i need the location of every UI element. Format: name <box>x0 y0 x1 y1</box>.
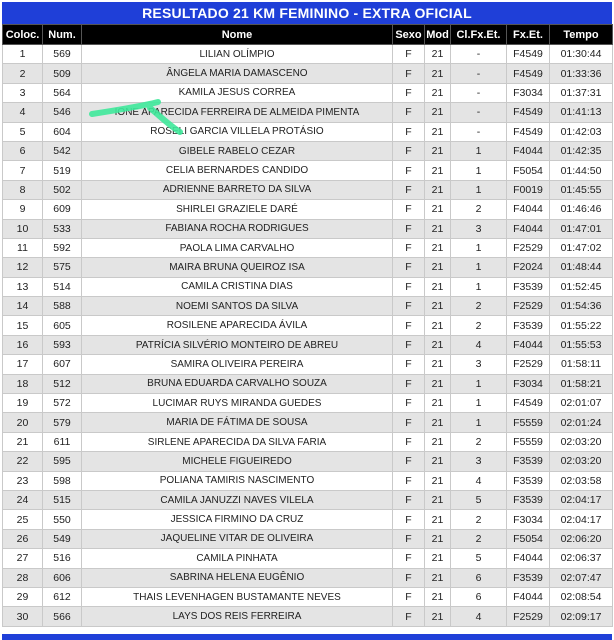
column-header-sexo: Sexo <box>393 25 425 45</box>
bib-number-cell: 564 <box>43 83 82 102</box>
age-group-cell: F3034 <box>507 83 550 102</box>
table-row <box>3 45 613 64</box>
age-group-rank-cell: 1 <box>451 374 507 393</box>
modality-cell: 21 <box>425 141 451 160</box>
column-header-fxet: Fx.Et. <box>507 25 550 45</box>
name-cell: ROSILENE APARECIDA ÁVILA <box>82 316 393 335</box>
name-cell: MARIA DE FÁTIMA DE SOUSA <box>82 413 393 432</box>
age-group-cell: F4549 <box>507 64 550 83</box>
sex-cell: F <box>393 394 425 413</box>
placement-cell: 3 <box>3 83 43 102</box>
time-cell: 01:47:02 <box>550 238 613 257</box>
name-cell: PAOLA LIMA CARVALHO <box>82 238 393 257</box>
name-cell: LILIAN OLÍMPIO <box>82 45 393 64</box>
modality-cell: 21 <box>425 277 451 296</box>
sex-cell: F <box>393 122 425 141</box>
time-cell: 01:55:22 <box>550 316 613 335</box>
sex-cell: F <box>393 471 425 490</box>
bib-number-cell: 606 <box>43 568 82 587</box>
name-cell: JESSICA FIRMINO DA CRUZ <box>82 510 393 529</box>
column-header-tempo: Tempo <box>550 25 613 45</box>
sex-cell: F <box>393 141 425 160</box>
results-table-container <box>2 24 612 627</box>
column-header-clfxet: Cl.Fx.Et. <box>451 25 507 45</box>
modality-cell: 21 <box>425 471 451 490</box>
table-row <box>3 355 613 374</box>
age-group-cell: F3539 <box>507 490 550 509</box>
bib-number-cell: 588 <box>43 297 82 316</box>
sex-cell: F <box>393 374 425 393</box>
bib-number-cell: 605 <box>43 316 82 335</box>
age-group-cell: F5559 <box>507 432 550 451</box>
placement-cell: 14 <box>3 297 43 316</box>
column-header-coloc: Coloc. <box>3 25 43 45</box>
bib-number-cell: 579 <box>43 413 82 432</box>
time-cell: 02:04:17 <box>550 510 613 529</box>
modality-cell: 21 <box>425 83 451 102</box>
sex-cell: F <box>393 432 425 451</box>
bib-number-cell: 607 <box>43 355 82 374</box>
age-group-rank-cell: 5 <box>451 490 507 509</box>
time-cell: 01:33:36 <box>550 64 613 83</box>
time-cell: 01:42:35 <box>550 141 613 160</box>
table-row <box>3 103 613 122</box>
age-group-rank-cell: 3 <box>451 355 507 374</box>
table-row <box>3 510 613 529</box>
time-cell: 01:46:46 <box>550 200 613 219</box>
name-cell: SIRLENE APARECIDA DA SILVA FARIA <box>82 432 393 451</box>
age-group-rank-cell: 1 <box>451 161 507 180</box>
time-cell: 02:04:17 <box>550 490 613 509</box>
table-row <box>3 607 613 626</box>
sex-cell: F <box>393 452 425 471</box>
placement-cell: 4 <box>3 103 43 122</box>
time-cell: 02:06:20 <box>550 529 613 548</box>
modality-cell: 21 <box>425 355 451 374</box>
sex-cell: F <box>393 316 425 335</box>
placement-cell: 26 <box>3 529 43 548</box>
sex-cell: F <box>393 510 425 529</box>
modality-cell: 21 <box>425 258 451 277</box>
placement-cell: 7 <box>3 161 43 180</box>
table-row <box>3 122 613 141</box>
placement-cell: 2 <box>3 64 43 83</box>
table-row <box>3 83 613 102</box>
table-row <box>3 587 613 606</box>
placement-cell: 25 <box>3 510 43 529</box>
placement-cell: 24 <box>3 490 43 509</box>
bib-number-cell: 546 <box>43 103 82 122</box>
table-row <box>3 549 613 568</box>
bib-number-cell: 575 <box>43 258 82 277</box>
modality-cell: 21 <box>425 180 451 199</box>
age-group-rank-cell: 1 <box>451 238 507 257</box>
modality-cell: 21 <box>425 316 451 335</box>
placement-cell: 6 <box>3 141 43 160</box>
bib-number-cell: 609 <box>43 200 82 219</box>
age-group-cell: F3034 <box>507 374 550 393</box>
time-cell: 01:47:01 <box>550 219 613 238</box>
age-group-cell: F4549 <box>507 122 550 141</box>
age-group-rank-cell: 2 <box>451 510 507 529</box>
age-group-rank-cell: 2 <box>451 316 507 335</box>
sex-cell: F <box>393 258 425 277</box>
age-group-rank-cell: 1 <box>451 394 507 413</box>
age-group-cell: F5054 <box>507 529 550 548</box>
sex-cell: F <box>393 568 425 587</box>
age-group-cell: F2024 <box>507 258 550 277</box>
age-group-cell: F4549 <box>507 45 550 64</box>
modality-cell: 21 <box>425 394 451 413</box>
time-cell: 01:45:55 <box>550 180 613 199</box>
age-group-cell: F3539 <box>507 568 550 587</box>
sex-cell: F <box>393 103 425 122</box>
age-group-cell: F4044 <box>507 549 550 568</box>
placement-cell: 19 <box>3 394 43 413</box>
time-cell: 01:42:03 <box>550 122 613 141</box>
table-row <box>3 413 613 432</box>
placement-cell: 30 <box>3 607 43 626</box>
modality-cell: 21 <box>425 161 451 180</box>
sex-cell: F <box>393 297 425 316</box>
sex-cell: F <box>393 219 425 238</box>
age-group-cell: F3539 <box>507 452 550 471</box>
age-group-rank-cell: 3 <box>451 452 507 471</box>
bib-number-cell: 516 <box>43 549 82 568</box>
time-cell: 02:03:20 <box>550 452 613 471</box>
bib-number-cell: 595 <box>43 452 82 471</box>
bib-number-cell: 515 <box>43 490 82 509</box>
placement-cell: 29 <box>3 587 43 606</box>
time-cell: 01:37:31 <box>550 83 613 102</box>
placement-cell: 20 <box>3 413 43 432</box>
name-cell: THAIS LEVENHAGEN BUSTAMANTE NEVES <box>82 587 393 606</box>
age-group-cell: F0019 <box>507 180 550 199</box>
sex-cell: F <box>393 180 425 199</box>
time-cell: 02:09:17 <box>550 607 613 626</box>
age-group-rank-cell: 4 <box>451 335 507 354</box>
name-cell: CAMILA PINHATA <box>82 549 393 568</box>
age-group-rank-cell: - <box>451 103 507 122</box>
bottom-bar <box>2 634 612 640</box>
time-cell: 01:44:50 <box>550 161 613 180</box>
age-group-cell: F3034 <box>507 510 550 529</box>
age-group-cell: F3539 <box>507 471 550 490</box>
placement-cell: 18 <box>3 374 43 393</box>
bib-number-cell: 519 <box>43 161 82 180</box>
placement-cell: 13 <box>3 277 43 296</box>
age-group-cell: F5054 <box>507 161 550 180</box>
table-row <box>3 277 613 296</box>
age-group-rank-cell: 3 <box>451 219 507 238</box>
age-group-rank-cell: 1 <box>451 258 507 277</box>
name-cell: SAMIRA OLIVEIRA PEREIRA <box>82 355 393 374</box>
table-row <box>3 64 613 83</box>
age-group-cell: F4549 <box>507 394 550 413</box>
modality-cell: 21 <box>425 374 451 393</box>
age-group-rank-cell: 2 <box>451 200 507 219</box>
sex-cell: F <box>393 549 425 568</box>
name-cell: FABIANA ROCHA RODRIGUES <box>82 219 393 238</box>
time-cell: 01:58:21 <box>550 374 613 393</box>
age-group-cell: F4549 <box>507 103 550 122</box>
name-cell: LUCIMAR RUYS MIRANDA GUEDES <box>82 394 393 413</box>
sex-cell: F <box>393 413 425 432</box>
age-group-cell: F2529 <box>507 238 550 257</box>
age-group-rank-cell: 4 <box>451 471 507 490</box>
age-group-rank-cell: - <box>451 45 507 64</box>
column-header-row <box>3 25 613 45</box>
modality-cell: 21 <box>425 200 451 219</box>
placement-cell: 27 <box>3 549 43 568</box>
results-table <box>2 24 613 627</box>
modality-cell: 21 <box>425 335 451 354</box>
age-group-rank-cell: 5 <box>451 549 507 568</box>
bib-number-cell: 502 <box>43 180 82 199</box>
column-header-num: Num. <box>43 25 82 45</box>
time-cell: 02:07:47 <box>550 568 613 587</box>
name-cell: POLIANA TAMIRIS NASCIMENTO <box>82 471 393 490</box>
bib-number-cell: 572 <box>43 394 82 413</box>
placement-cell: 1 <box>3 45 43 64</box>
age-group-cell: F4044 <box>507 200 550 219</box>
name-cell: SHIRLEI GRAZIELE DARÉ <box>82 200 393 219</box>
bib-number-cell: 533 <box>43 219 82 238</box>
sex-cell: F <box>393 355 425 374</box>
time-cell: 02:03:58 <box>550 471 613 490</box>
modality-cell: 21 <box>425 413 451 432</box>
name-cell: MICHELE FIGUEIREDO <box>82 452 393 471</box>
bib-number-cell: 611 <box>43 432 82 451</box>
table-row <box>3 238 613 257</box>
table-row <box>3 335 613 354</box>
table-row <box>3 297 613 316</box>
name-cell: LAYS DOS REIS FERREIRA <box>82 607 393 626</box>
modality-cell: 21 <box>425 607 451 626</box>
sex-cell: F <box>393 335 425 354</box>
age-group-rank-cell: 2 <box>451 297 507 316</box>
modality-cell: 21 <box>425 297 451 316</box>
table-row <box>3 471 613 490</box>
age-group-cell: F4044 <box>507 587 550 606</box>
modality-cell: 21 <box>425 122 451 141</box>
bib-number-cell: 604 <box>43 122 82 141</box>
placement-cell: 9 <box>3 200 43 219</box>
name-cell: JAQUELINE VITAR DE OLIVEIRA <box>82 529 393 548</box>
age-group-cell: F2529 <box>507 297 550 316</box>
age-group-cell: F2529 <box>507 355 550 374</box>
bib-number-cell: 514 <box>43 277 82 296</box>
modality-cell: 21 <box>425 45 451 64</box>
modality-cell: 21 <box>425 568 451 587</box>
modality-cell: 21 <box>425 432 451 451</box>
time-cell: 01:30:44 <box>550 45 613 64</box>
sex-cell: F <box>393 529 425 548</box>
table-row <box>3 180 613 199</box>
time-cell: 01:54:36 <box>550 297 613 316</box>
modality-cell: 21 <box>425 103 451 122</box>
table-row <box>3 529 613 548</box>
bib-number-cell: 509 <box>43 64 82 83</box>
table-row <box>3 568 613 587</box>
bib-number-cell: 549 <box>43 529 82 548</box>
column-header-mod: Mod <box>425 25 451 45</box>
time-cell: 02:06:37 <box>550 549 613 568</box>
name-cell: ADRIENNE BARRETO DA SILVA <box>82 180 393 199</box>
modality-cell: 21 <box>425 529 451 548</box>
age-group-rank-cell: 6 <box>451 568 507 587</box>
sex-cell: F <box>393 161 425 180</box>
table-row <box>3 452 613 471</box>
placement-cell: 23 <box>3 471 43 490</box>
sex-cell: F <box>393 587 425 606</box>
placement-cell: 21 <box>3 432 43 451</box>
sex-cell: F <box>393 277 425 296</box>
age-group-cell: F4044 <box>507 335 550 354</box>
placement-cell: 5 <box>3 122 43 141</box>
modality-cell: 21 <box>425 64 451 83</box>
name-cell: KAMILA JESUS CORREA <box>82 83 393 102</box>
placement-cell: 8 <box>3 180 43 199</box>
name-cell: GIBELE RABELO CEZAR <box>82 141 393 160</box>
bib-number-cell: 592 <box>43 238 82 257</box>
sex-cell: F <box>393 64 425 83</box>
table-row <box>3 161 613 180</box>
results-rows <box>3 45 613 627</box>
age-group-cell: F4044 <box>507 141 550 160</box>
table-row <box>3 394 613 413</box>
age-group-rank-cell: - <box>451 64 507 83</box>
time-cell: 01:48:44 <box>550 258 613 277</box>
sex-cell: F <box>393 200 425 219</box>
age-group-rank-cell: 1 <box>451 141 507 160</box>
column-header-nome: Nome <box>82 25 393 45</box>
placement-cell: 10 <box>3 219 43 238</box>
table-row <box>3 432 613 451</box>
name-cell: SABRINA HELENA EUGÊNIO <box>82 568 393 587</box>
age-group-rank-cell: 4 <box>451 607 507 626</box>
placement-cell: 16 <box>3 335 43 354</box>
name-cell: ROSELI GARCIA VILLELA PROTÁSIO <box>82 122 393 141</box>
placement-cell: 17 <box>3 355 43 374</box>
age-group-rank-cell: - <box>451 122 507 141</box>
name-cell: MAIRA BRUNA QUEIROZ ISA <box>82 258 393 277</box>
modality-cell: 21 <box>425 510 451 529</box>
name-cell: CAMILA JANUZZI NAVES VILELA <box>82 490 393 509</box>
placement-cell: 15 <box>3 316 43 335</box>
modality-cell: 21 <box>425 549 451 568</box>
sex-cell: F <box>393 45 425 64</box>
results-title: RESULTADO 21 KM FEMININO - EXTRA OFICIAL <box>2 2 612 24</box>
placement-cell: 11 <box>3 238 43 257</box>
time-cell: 02:08:54 <box>550 587 613 606</box>
sex-cell: F <box>393 490 425 509</box>
modality-cell: 21 <box>425 238 451 257</box>
age-group-cell: F4044 <box>507 219 550 238</box>
modality-cell: 21 <box>425 587 451 606</box>
age-group-rank-cell: - <box>451 83 507 102</box>
time-cell: 02:01:24 <box>550 413 613 432</box>
time-cell: 01:52:45 <box>550 277 613 296</box>
placement-cell: 22 <box>3 452 43 471</box>
bib-number-cell: 598 <box>43 471 82 490</box>
age-group-rank-cell: 1 <box>451 413 507 432</box>
name-cell: NOEMI SANTOS DA SILVA <box>82 297 393 316</box>
placement-cell: 28 <box>3 568 43 587</box>
sex-cell: F <box>393 238 425 257</box>
age-group-rank-cell: 1 <box>451 277 507 296</box>
bib-number-cell: 569 <box>43 45 82 64</box>
placement-cell: 12 <box>3 258 43 277</box>
age-group-cell: F2529 <box>507 607 550 626</box>
modality-cell: 21 <box>425 219 451 238</box>
age-group-cell: F3539 <box>507 277 550 296</box>
age-group-rank-cell: 2 <box>451 529 507 548</box>
age-group-rank-cell: 2 <box>451 432 507 451</box>
bib-number-cell: 593 <box>43 335 82 354</box>
time-cell: 01:58:11 <box>550 355 613 374</box>
bib-number-cell: 612 <box>43 587 82 606</box>
bib-number-cell: 542 <box>43 141 82 160</box>
time-cell: 02:03:20 <box>550 432 613 451</box>
table-row <box>3 316 613 335</box>
age-group-rank-cell: 6 <box>451 587 507 606</box>
name-cell: PATRÍCIA SILVÉRIO MONTEIRO DE ABREU <box>82 335 393 354</box>
sex-cell: F <box>393 83 425 102</box>
name-cell: ÂNGELA MARIA DAMASCENO <box>82 64 393 83</box>
table-row <box>3 258 613 277</box>
name-cell: CAMILA CRISTINA DIAS <box>82 277 393 296</box>
modality-cell: 21 <box>425 452 451 471</box>
name-cell: CELIA BERNARDES CANDIDO <box>82 161 393 180</box>
bib-number-cell: 550 <box>43 510 82 529</box>
sex-cell: F <box>393 607 425 626</box>
table-row <box>3 219 613 238</box>
table-row <box>3 141 613 160</box>
time-cell: 02:01:07 <box>550 394 613 413</box>
table-row <box>3 200 613 219</box>
time-cell: 01:55:53 <box>550 335 613 354</box>
table-row <box>3 490 613 509</box>
bib-number-cell: 566 <box>43 607 82 626</box>
time-cell: 01:41:13 <box>550 103 613 122</box>
age-group-cell: F3539 <box>507 316 550 335</box>
age-group-rank-cell: 1 <box>451 180 507 199</box>
name-cell: IONE APARECIDA FERREIRA DE ALMEIDA PIMENTA <box>82 103 393 122</box>
bib-number-cell: 512 <box>43 374 82 393</box>
age-group-cell: F5559 <box>507 413 550 432</box>
table-row <box>3 374 613 393</box>
modality-cell: 21 <box>425 490 451 509</box>
name-cell: BRUNA EDUARDA CARVALHO SOUZA <box>82 374 393 393</box>
